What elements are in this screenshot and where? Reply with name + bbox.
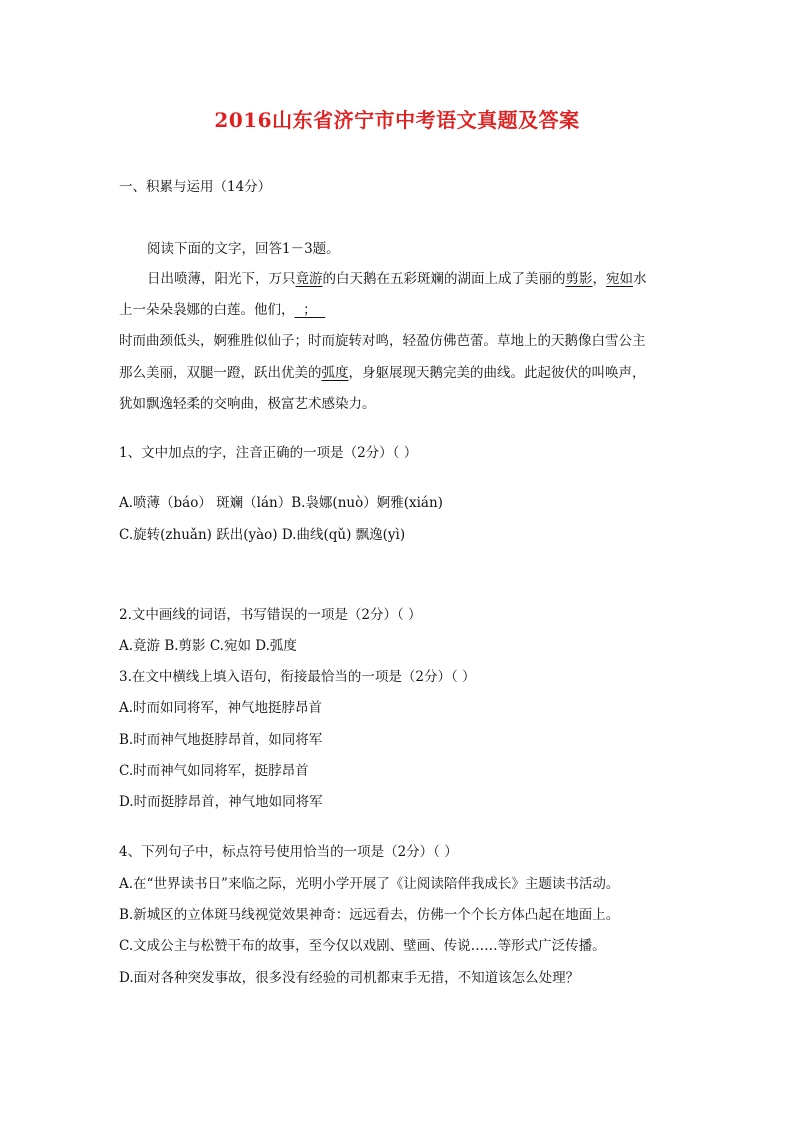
passage-line-5: 犹如飘逸轻柔的交响曲，极富艺术感染力。 <box>119 396 376 412</box>
passage-text: 日出喷薄，阳光下，万只 <box>147 271 296 287</box>
passage-line-1 <box>147 270 647 288</box>
passage-text: 上一朵朵袅娜的白莲。他们， <box>119 302 295 318</box>
passage-line-2 <box>119 301 325 319</box>
question-4-stem: 4、下列句子中，标点符号使用恰当的一项是（2分）（ ） <box>119 844 458 860</box>
passage-text: 那么美丽，双腿一蹬，跃出优美的 <box>119 365 322 381</box>
underlined-word: 宛如 <box>606 271 633 287</box>
underlined-word: 剪影 <box>565 271 593 287</box>
question-4-option-c: C.文成公主与松赞干布的故事，至今仅以戏剧、壁画、传说……等形式广泛传播。 <box>119 938 606 954</box>
question-4-option-b: B.新城区的立体斑马线视觉效果神奇：远远看去，仿佛一个个长方体凸起在地面上。 <box>119 907 620 923</box>
passage-intro: 阅读下面的文字，回答1－3题。 <box>147 241 340 257</box>
question-4-option-a: A.在“世界读书日”来临之际，光明小学开展了《让阅读陪伴我成长》主题读书活动。 <box>119 876 620 892</box>
underlined-word: 竟游 <box>295 271 323 287</box>
passage-text: 水 <box>633 271 647 287</box>
question-3-option-d: D.时而挺脖昂首，神气地如同将军 <box>119 794 323 810</box>
question-3-stem: 3.在文中横线上填入语句，衔接最恰当的一项是（2分）（ ） <box>119 669 476 685</box>
page-title: 2016山东省济宁市中考语文真题及答案 <box>214 108 580 132</box>
question-3-option-a: A.时而如同将军，神气地挺脖昂首 <box>119 700 323 716</box>
passage-line-3: 时而曲颈低头，婀雅胜似仙子；时而旋转对鸣，轻盈仿佛芭蕾。草地上的天鹅像白雪公主 <box>119 333 646 349</box>
question-2-stem: 2.文中画线的词语，书写错误的一项是（2分）（ ） <box>119 607 422 623</box>
question-2-options: A.竟游 B.剪影 C.宛如 D.弧度 <box>119 638 297 654</box>
passage-line-4 <box>119 364 646 382</box>
underlined-word: 弧度 <box>321 365 349 381</box>
question-1-stem: 1、文中加点的字，注音正确的一项是（2分）（ ） <box>119 445 418 461</box>
question-3-option-b: B.时而神气地挺脖昂首，如同将军 <box>119 732 323 748</box>
question-1-options-ab: A.喷薄（báo） 斑斓（lán）B.袅娜(nuò）婀雅(xián) <box>119 495 443 511</box>
question-3-option-c: C.时而神气如同将军，挺脖昂首 <box>119 763 309 779</box>
section-heading: 一、积累与运用（14分） <box>119 179 272 195</box>
passage-text: 的白天鹅在五彩斑斓的湖面上成了美丽的 <box>322 271 566 287</box>
question-4-option-d: D.面对各种突发事故，很多没有经验的司机都束手无措，不知道该怎么处理？ <box>119 970 580 986</box>
passage-text: ，身躯展现天鹅完美的曲线。此起彼伏的叫唤声， <box>348 365 646 381</box>
question-1-options-cd: C.旋转(zhuǎn) 跃出(yào) D.曲线(qǔ) 飘逸(yì) <box>119 527 406 543</box>
passage-text: ， <box>592 271 606 287</box>
fill-blank: ； <box>294 302 326 318</box>
